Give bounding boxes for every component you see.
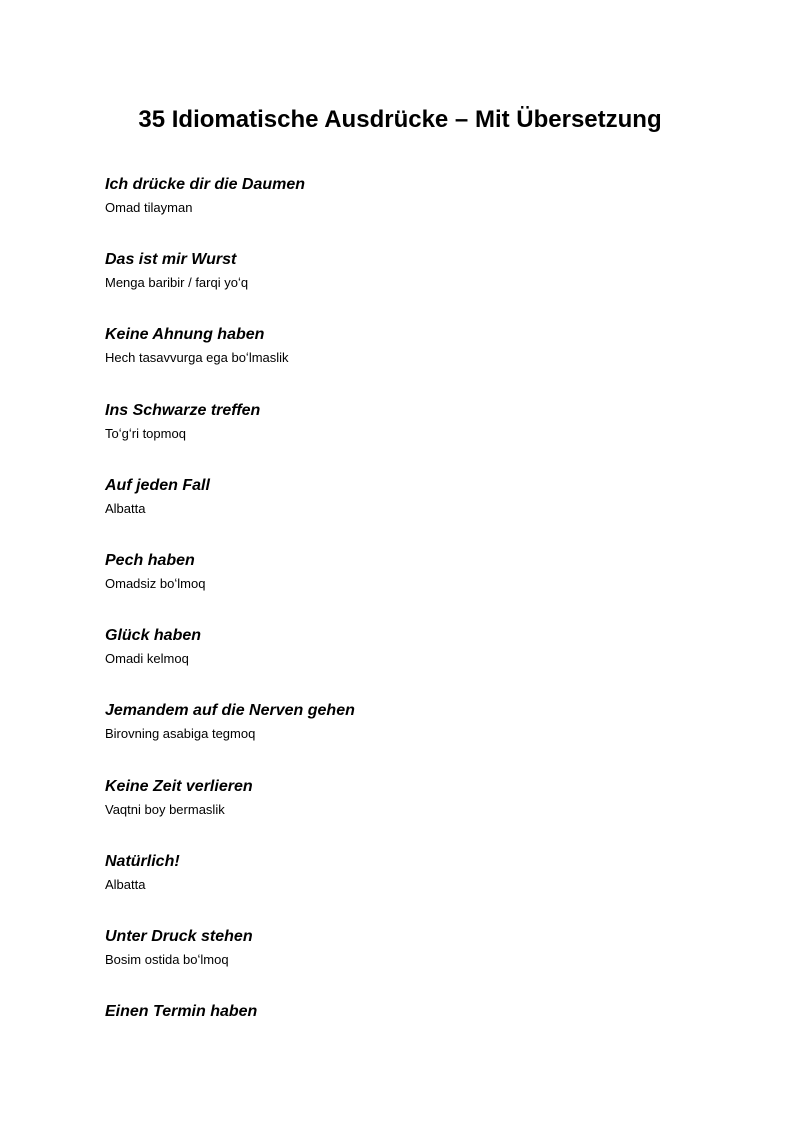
idiom-translation: Toʻgʻri topmoq — [105, 425, 186, 441]
idiom-entry — [105, 324, 725, 399]
idiom-entry — [105, 851, 725, 926]
idiom-translation: Omad tilayman — [105, 200, 193, 215]
idiom-term: Ins Schwarze treffen — [105, 401, 261, 419]
idiom-term: Keine Zeit verlieren — [105, 777, 253, 795]
idiom-term: Glück haben — [105, 627, 202, 645]
idiom-translation: Bosim ostida boʻlmoq — [105, 951, 229, 967]
idiom-translation: Hech tasavvurga ega boʻlmaslik — [105, 350, 289, 366]
idiom-entry — [105, 1001, 725, 1076]
idiom-entry — [105, 174, 725, 249]
idiom-entry — [105, 550, 725, 625]
idiom-term: Natürlich! — [105, 852, 180, 870]
idiom-term: Keine Ahnung haben — [105, 326, 265, 344]
idiom-translation: Albatta — [105, 876, 146, 892]
idiom-term: Pech haben — [105, 551, 195, 569]
idiom-term: Einen Termin haben — [105, 1003, 258, 1021]
idiom-entry — [105, 475, 725, 550]
idiom-translation: Vaqtni boy bermaslik — [105, 801, 225, 817]
idiom-translation: Menga baribir / farqi yoʻq — [105, 275, 249, 291]
idiom-entry — [105, 625, 725, 700]
idiom-entry — [105, 400, 725, 475]
idiom-list — [105, 174, 725, 1076]
idiom-entry — [105, 249, 725, 324]
idiom-term: Ich drücke dir die Daumen — [105, 176, 306, 193]
idiom-entry — [105, 926, 725, 1001]
idiom-entry — [105, 700, 725, 775]
idiom-term: Auf jeden Fall — [105, 476, 210, 494]
idiom-translation: Albatta — [105, 500, 146, 516]
idiom-term: Das ist mir Wurst — [105, 251, 237, 269]
idiom-translation: Omadsiz boʻlmoq — [105, 575, 206, 591]
idiom-translation: Omadi kelmoq — [105, 651, 189, 667]
idiom-term: Unter Druck stehen — [105, 927, 253, 945]
idiom-term: Jemandem auf die Nerven gehen — [105, 702, 355, 720]
idiom-translation: Birovning asabiga tegmoq — [105, 726, 256, 742]
page-title: 35 Idiomatische Ausdrücke – Mit Übersetzung — [138, 106, 662, 133]
idiom-entry — [105, 776, 725, 851]
